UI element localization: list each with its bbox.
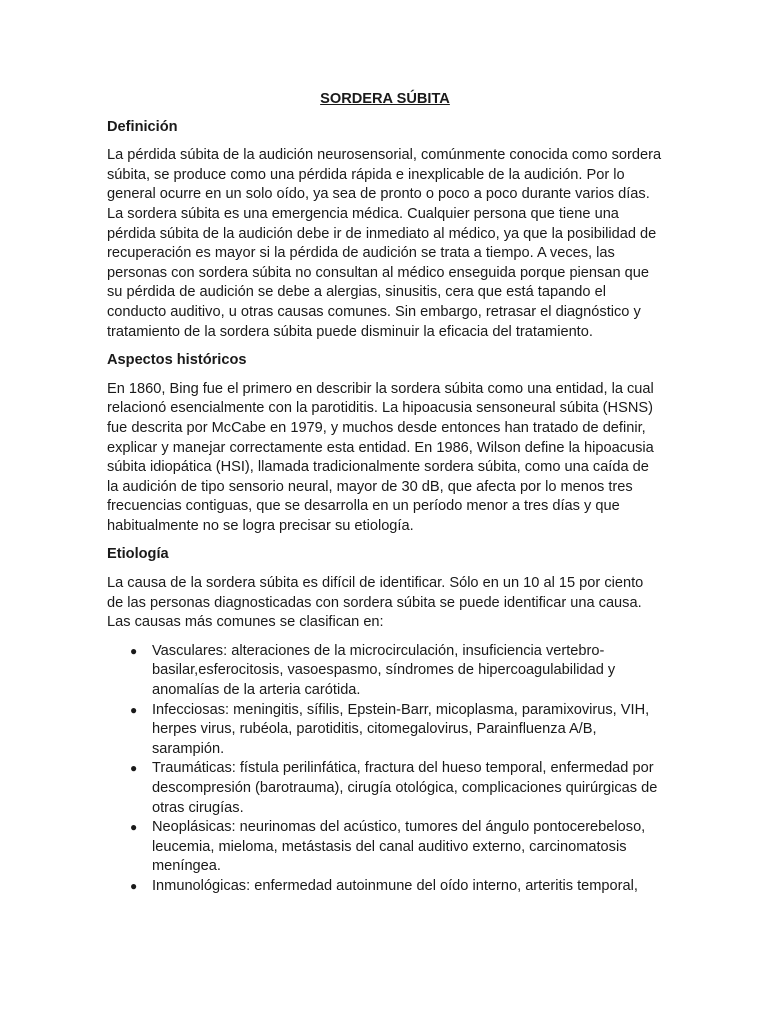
list-item	[130, 642, 663, 701]
list-item-text: Traumáticas: fístula perilinfática, fractura del hueso temporal, enfermedad por descompresión (barotrauma), cirugía otológica, complicaciones quirúrgicas de otras cirugías.	[152, 760, 658, 816]
list-item	[130, 818, 663, 877]
bullet-icon: ●	[130, 878, 138, 893]
bullet-icon: ●	[130, 761, 138, 776]
bullet-icon: ●	[130, 702, 138, 717]
list-item	[130, 759, 663, 818]
bullet-icon: ●	[130, 643, 138, 658]
causes-list	[107, 642, 663, 897]
bullet-icon: ●	[130, 820, 138, 835]
list-item	[130, 877, 663, 897]
list-item-text: Neoplásicas: neurinomas del acústico, tumores del ángulo pontocerebeloso, leucemia, mieloma, metástasis del canal auditivo externo, carcinomatosis meníngea.	[152, 819, 646, 875]
list-item-text: Inmunológicas: enfermedad autoinmune del oído interno, arteritis temporal,	[152, 877, 638, 894]
heading-definicion: Definición	[107, 118, 178, 135]
paragraph-aspectos-historicos: En 1860, Bing fue el primero en describir la sordera súbita como una entidad, la cual relacionó esencialmente con la parotiditis. La hipoacusia sensoneural súbita (HSNS) fue descrita por McCabe en 1979, y muchos desde entonces han tratado de definir, explicar y manejar correctamente esta entidad. En 1986, Wilson define la hipoacusia súbita idiopática (HSI), llamada tradicionalmente sordera súbita, como una caída de la audición de tipo sensorio neural, mayor de 30 dB, que afecta por lo menos tres frecuencias contiguas, que se desarrolla en un período menor a tres días y que habitualmente no se logra precisar su etiología.	[107, 380, 654, 534]
paragraph-etiologia: La causa de la sordera súbita es difícil de identificar. Sólo en un 10 al 15 por ciento de las personas diagnosticadas con sordera súbita se puede identificar una causa. Las causas más comunes se clasifican en:	[107, 575, 644, 631]
heading-aspectos-historicos: Aspectos históricos	[107, 352, 247, 369]
list-item-text: Infecciosas: meningitis, sífilis, Epstein-Barr, micoplasma, paramixovirus, VIH, herpes virus, rubéola, parotiditis, citomegalovirus, Parainfluenza A/B, sarampión.	[152, 701, 650, 757]
paragraph-definicion: La pérdida súbita de la audición neurosensorial, comúnmente conocida como sordera súbita, se produce como una pérdida rápida e inexplicable de la audición. Por lo general ocurre en un solo oído, ya sea de pronto o poco a poco durante varios días. La sordera súbita es una emergencia médica. Cualquier persona que tiene una pérdida súbita de la audición debe ir de inmediato al médico, ya que la posibilidad de recuperación es mayor si la pérdida de audición se trata a tiempo. A veces, las personas con sordera súbita no consultan al médico enseguida porque piensan que su pérdida de audición se debe a alergias, sinusitis, cera que está tapando el conducto auditivo, u otras causas comunes. Sin embargo, retrasar el diagnóstico y tratamiento de la sordera súbita puede disminuir la eficacia del tratamiento.	[107, 147, 662, 340]
list-item	[130, 701, 663, 760]
heading-etiologia: Etiología	[107, 546, 169, 563]
list-item-text: Vasculares: alteraciones de la microcirculación, insuficiencia vertebro-basilar,esferocitosis, vasoespasmo, síndromes de hipercoagulabilidad y anomalías de la arteria carótida.	[152, 642, 616, 699]
document-title: SORDERA SÚBITA	[320, 91, 450, 107]
